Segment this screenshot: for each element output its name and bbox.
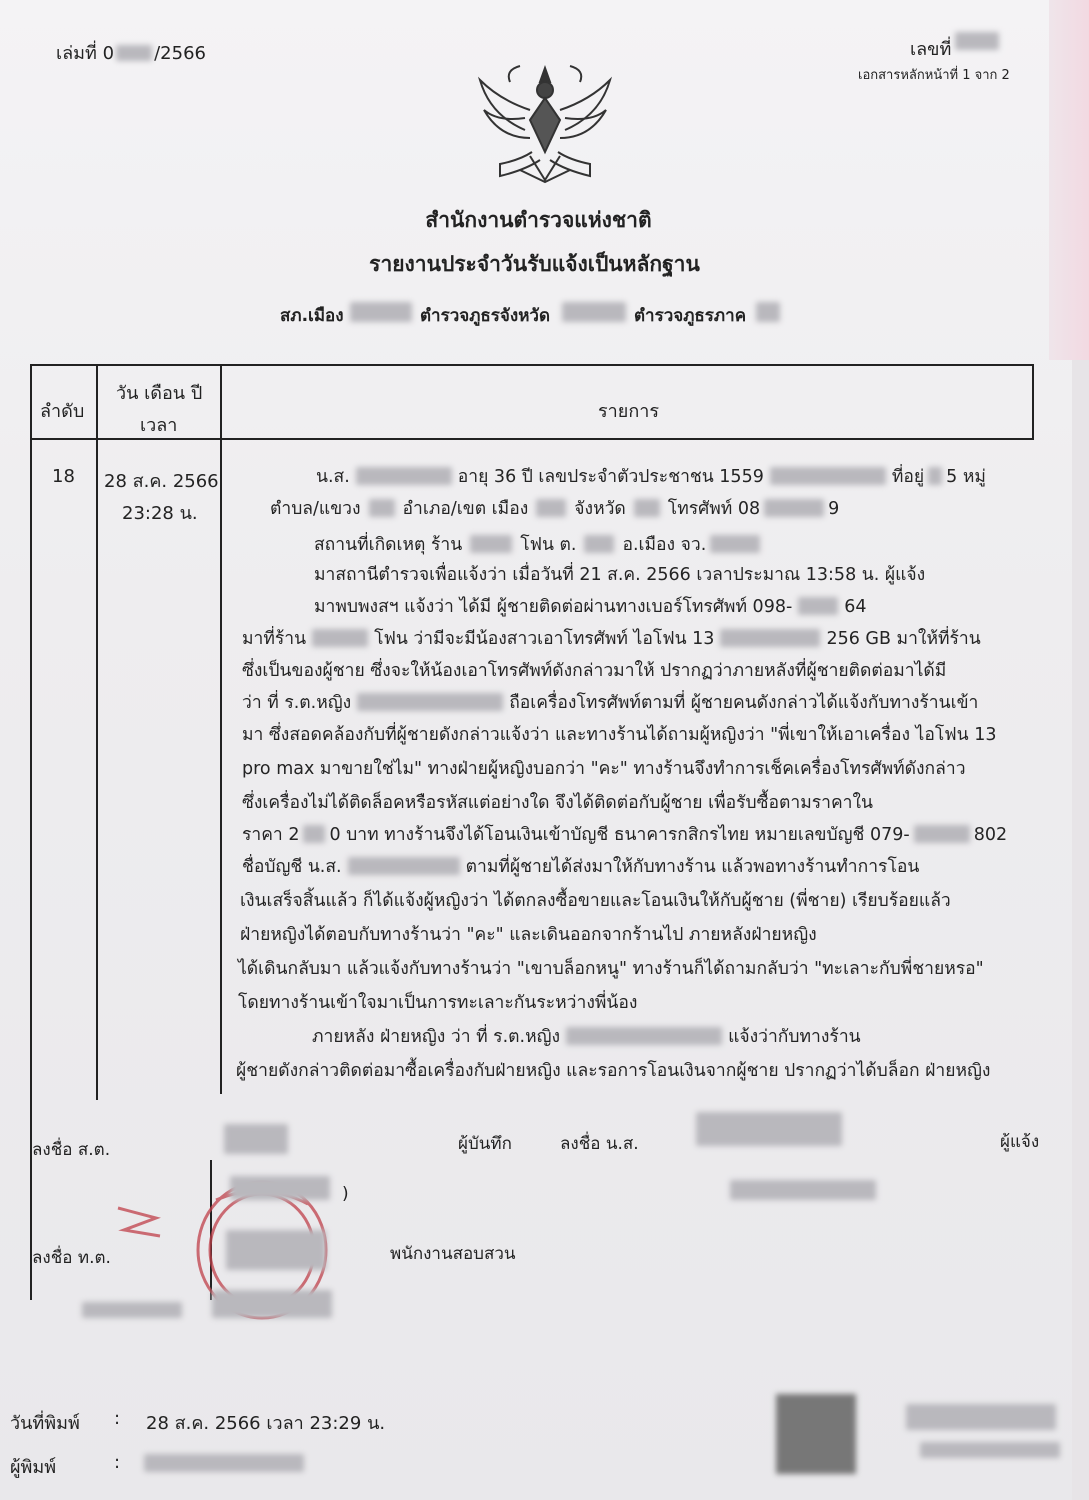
redacted bbox=[756, 302, 780, 322]
redacted-printer bbox=[144, 1454, 304, 1472]
garuda-emblem bbox=[470, 60, 620, 186]
body-line-7: ซึ่งเป็นของผู้ชาย ซึ่งจะให้น้องเอาโทรศัพท์ดังกล่าวมาให้ ปรากฏว่าภายหลังที่ผู้ชายติดต่อมาได้มี bbox=[242, 661, 947, 681]
body-line-4: มาสถานีตำรวจเพื่อแจ้งว่า เมื่อวันที่ 21 ส.ค. 2566 เวลาประมาณ 13:58 น. ผู้แจ้ง bbox=[314, 565, 926, 585]
col-items-header: รายการ bbox=[598, 401, 659, 422]
body-line-12: ราคา 2 0 บาท ทางร้านจึงได้โอนเงินเข้าบัญชี ธนาคารกสิกรไทย หมายเลขบัญชี 079- 802 bbox=[242, 825, 1008, 845]
page-info: เอกสารหลักหน้าที่ 1 จาก 2 bbox=[858, 68, 1010, 83]
col-date-header: วัน เดือน ปี bbox=[116, 383, 203, 404]
table-top-border bbox=[30, 364, 1034, 366]
redacted bbox=[920, 1442, 1060, 1458]
body-line-11: ซึ่งเครื่องไม่ได้ติดล็อคหรือรหัสแต่อย่างใด จึงได้ติดต่อกับผู้ชาย เพื่อรับซื้อตามราคาใน bbox=[242, 793, 874, 813]
redacted bbox=[116, 45, 152, 61]
print-date-colon: : bbox=[114, 1408, 121, 1429]
background-edge bbox=[1049, 0, 1089, 360]
body-line-16: ได้เดินกลับมา แล้วแจ้งกับทางร้านว่า "เขาบล็อกหนู" ทางร้านก็ได้ถามกลับว่า "ทะเลาะกับพี่ชายหรอ" bbox=[238, 959, 984, 979]
book-suffix: /2566 bbox=[154, 43, 206, 64]
redacted bbox=[82, 1302, 182, 1318]
station-province: ตำรวจภูธรจังหวัด bbox=[420, 306, 550, 326]
body-line-9: มา ซึ่งสอดคล้องกับที่ผู้ชายดังกล่าวแจ้งว่า และทางร้านได้ถามผู้หญิงว่า "พี่เขาให้เอาเครื่อง ไอโฟน 13 bbox=[242, 725, 997, 745]
sign2-label: ลงชื่อ น.ส. bbox=[560, 1134, 639, 1154]
qr-code bbox=[776, 1394, 856, 1474]
redacted-doc-number bbox=[955, 32, 999, 50]
printer-label: ผู้พิมพ์ bbox=[10, 1457, 57, 1478]
body-line-3: สถานที่เกิดเหตุ ร้าน โฟน ต. อ.เมือง จว. bbox=[314, 530, 764, 558]
body-line-14: เงินเสร็จสิ้นแล้ว ก็ได้แจ้งผู้หญิงว่า ได้ตกลงซื้อขายและโอนเงินให้กับผู้ชาย (พี่ชาย) เรียบร้อยแล้ว bbox=[240, 891, 951, 911]
informant-label: ผู้แจ้ง bbox=[1000, 1132, 1040, 1152]
redacted-signature bbox=[224, 1124, 288, 1154]
station-prefix: สภ.เมือง bbox=[280, 306, 344, 326]
doc-number-label: เลขที่ bbox=[910, 39, 952, 60]
column-divider bbox=[220, 364, 222, 1094]
book-number bbox=[56, 38, 206, 67]
redacted bbox=[906, 1404, 1056, 1430]
column-divider bbox=[96, 364, 98, 440]
table-header-border bbox=[30, 438, 1034, 440]
body-line-13: ชื่อบัญชี น.ส. ตามที่ผู้ชายได้ส่งมาให้กับทางร้าน แล้วพอทางร้านทำการโอน bbox=[242, 857, 920, 877]
investigator-label: พนักงานสอบสวน bbox=[390, 1244, 516, 1264]
body-line-6: มาที่ร้าน โฟน ว่ามีจะมีน้องสาวเอาโทรศัพท์ ไอโฟน 13 256 GB มาให้ที่ร้าน bbox=[242, 629, 981, 649]
station-region: ตำรวจภูธรภาค bbox=[634, 306, 747, 326]
row-time: 23:28 น. bbox=[122, 503, 198, 524]
printer-colon: : bbox=[114, 1452, 121, 1473]
body-line-1: น.ส. อายุ 36 ปี เลขประจำตัวประชาชน 1559 ที่อยู่ 5 หมู่ bbox=[316, 467, 986, 487]
body-line-19: ผู้ชายดังกล่าวติดต่อมาซื้อเครื่องกับฝ่ายหญิง และรอการโอนเงินจากผู้ชาย ปรากฏว่าได้บล็อก ฝ่ายหญิง bbox=[236, 1061, 991, 1081]
redacted-name bbox=[230, 1176, 330, 1200]
body-line-5: มาพบพงสฯ แจ้งว่า ได้มี ผู้ชายติดต่อผ่านทางเบอร์โทรศัพท์ 098- 64 bbox=[314, 597, 867, 617]
paren: ) bbox=[342, 1184, 349, 1204]
row-number: 18 bbox=[52, 466, 75, 487]
redacted-name bbox=[730, 1180, 876, 1200]
sign3-label: ลงชื่อ ท.ต. bbox=[32, 1248, 111, 1268]
print-date-label: วันที่พิมพ์ bbox=[10, 1413, 80, 1434]
redacted bbox=[562, 302, 626, 322]
report-name: รายงานประจำวันรับแจ้งเป็นหลักฐาน bbox=[369, 252, 700, 276]
print-date-value: 28 ส.ค. 2566 เวลา 23:29 น. bbox=[146, 1413, 386, 1434]
sign1-label: ลงชื่อ ส.ต. bbox=[32, 1140, 111, 1160]
body-line-8: ว่า ที่ ร.ต.หญิง ถือเครื่องโทรศัพท์ตามที่ ผู้ชายคนดังกล่าวได้แจ้งกับทางร้านเข้า bbox=[242, 693, 979, 713]
body-line-10: pro max มาขายใช่ไม" ทางฝ่ายผู้หญิงบอกว่า "คะ" ทางร้านจึงทำการเช็คเครื่องโทรศัพท์ดังกล่าว bbox=[242, 759, 966, 779]
table-right-border bbox=[1032, 364, 1034, 440]
column-divider bbox=[96, 440, 98, 1100]
recorder-label: ผู้บันทึก bbox=[458, 1134, 512, 1154]
body-line-17: โดยทางร้านเข้าใจมาเป็นการทะเลาะกันระหว่างพี่น้อง bbox=[238, 993, 638, 1013]
body-line-2: ตำบล/แขวง อำเภอ/เขต เมือง จังหวัด โทรศัพท์ 08 9 bbox=[270, 499, 840, 519]
redacted bbox=[212, 1290, 332, 1318]
redacted-signature bbox=[696, 1112, 842, 1146]
redacted-signature bbox=[226, 1230, 326, 1270]
book-label: เล่มที่ 0 bbox=[56, 43, 115, 64]
body-line-15: ฝ่ายหญิงได้ตอบกับทางร้านว่า "คะ" และเดินออกจากร้านไป ภายหลังฝ่ายหญิง bbox=[240, 925, 817, 945]
agency-name: สำนักงานตำรวจแห่งชาติ bbox=[425, 208, 652, 232]
body-line-18: ภายหลัง ฝ่ายหญิง ว่า ที่ ร.ต.หญิง แจ้งว่ากับทางร้าน bbox=[312, 1027, 861, 1047]
col-no-header: ลำดับ bbox=[40, 401, 85, 422]
report-title bbox=[0, 248, 1089, 281]
redacted bbox=[350, 302, 412, 322]
row-date: 28 ส.ค. 2566 bbox=[104, 471, 219, 492]
col-time-header: เวลา bbox=[140, 415, 178, 436]
agency-title bbox=[0, 204, 1089, 237]
